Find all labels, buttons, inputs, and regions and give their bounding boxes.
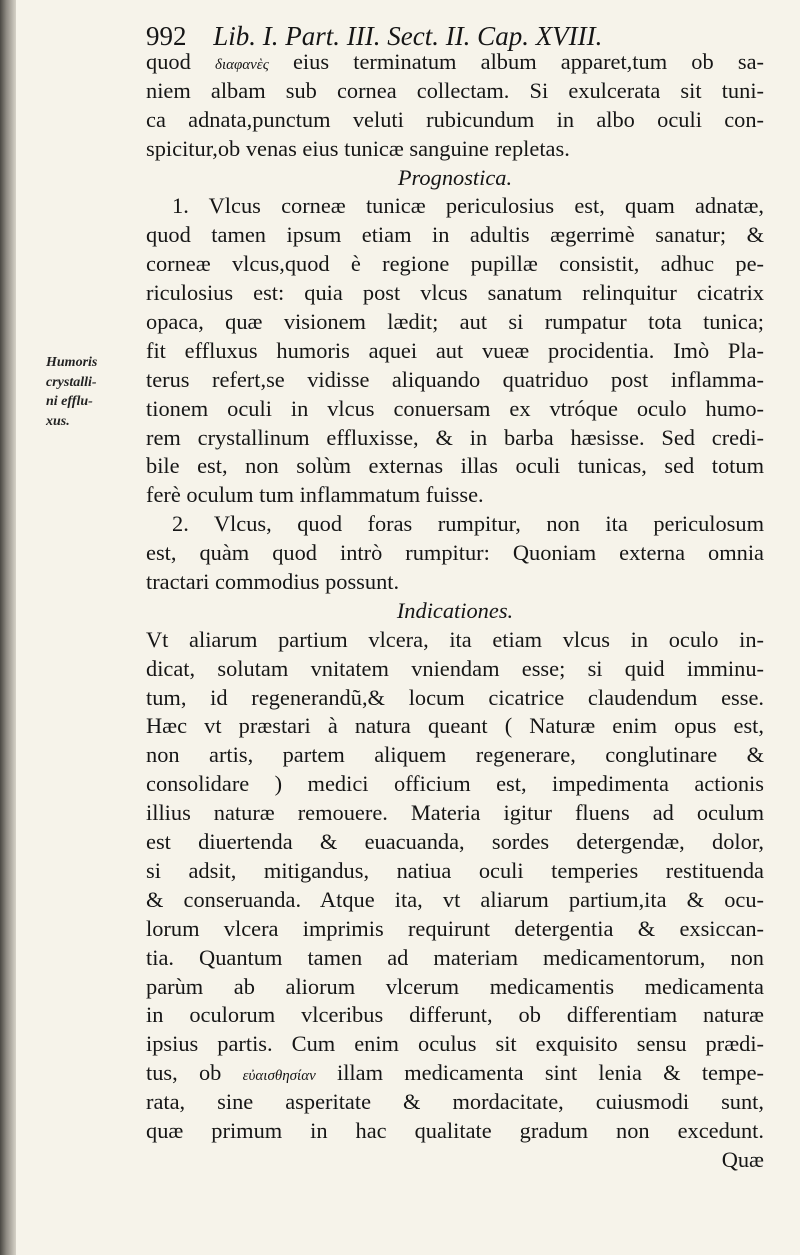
- text-line: ferè oculum tum inflammatum fuisse.: [146, 482, 484, 508]
- page-number: 992: [146, 21, 187, 51]
- marginal-note-line: Humoris: [46, 355, 98, 370]
- greek-word: διαφανὲς: [214, 57, 269, 73]
- text-line: est, quàm quod intrò rumpitur: Quoniam externa omnia: [146, 540, 764, 566]
- text-line: niem albam sub cornea collectam. Si exulcerata sit tuni-: [146, 77, 764, 103]
- text-line: rata, sine asperitate & mordacitate, cuiusmodi sunt,: [146, 1089, 764, 1115]
- running-title: Lib. I. Part. III. Sect. II. Cap. XVIII.: [213, 21, 603, 51]
- text-line: parùm ab aliorum vlcerum medicamentis medicamenta: [146, 973, 764, 999]
- marginal-note-line: xus.: [46, 413, 70, 429]
- text-line: quod διαφανὲς eius terminatum album apparet,tum ob sa-: [146, 49, 764, 74]
- text-line: tum, id regenerandũ,& locum cicatrice claudendum esse.: [146, 684, 764, 710]
- text-line: tia. Quantum tamen ad materiam medicamentorum, non: [146, 944, 764, 970]
- marginal-note-line: crystalli-: [46, 374, 97, 390]
- text-line: Vt aliarum partium vlcera, ita etiam vlcus in oculo in-: [146, 626, 764, 652]
- text-line: consolidare ) medici officium est, impedimenta actionis: [146, 771, 764, 797]
- text-line: si adsit, mitigandus, natiua oculi temperies restituenda: [146, 857, 764, 883]
- text-line: tus, ob εὐαισθησίαν illam medicamenta sint lenia & tempe-: [146, 1060, 764, 1086]
- text-line: est diuertenda & euacuanda, sordes detergendæ, dolor,: [146, 829, 764, 855]
- text-line: bile est, non solùm externas illas oculi tunicas, sed totum: [146, 453, 764, 479]
- catchword: Quæ: [721, 1146, 764, 1172]
- text-line: non artis, partem aliquem regenerare, conglutinare &: [146, 742, 764, 768]
- text-line: Hæc vt præstari à natura queant ( Naturæ enim opus est,: [146, 713, 764, 739]
- greek-word: εὐαισθησίαν: [242, 1068, 316, 1085]
- text-line: 2. Vlcus, quod foras rumpitur, non ita periculosum: [172, 511, 764, 537]
- marginal-note-line: ni efflu-: [46, 394, 93, 410]
- text-line: terus refert,se vidisse aliquando quatriduo post inflamma-: [146, 366, 764, 392]
- text-line: fit effluxus humoris aquei aut vueæ procidentia. Imò Pla-: [146, 337, 764, 363]
- text-line: ca adnata,punctum veluti rubicundum in albo oculi con-: [146, 106, 764, 132]
- text-line: & conseruanda. Atque ita, vt aliarum partium,ita & ocu-: [146, 886, 764, 912]
- text-line: 1. Vlcus corneæ tunicæ periculosius est, quam adnatæ,: [172, 193, 764, 219]
- body-text: [146, 48, 764, 1175]
- text-line: ipsius partis. Cum enim oculus sit exquisito sensu prædi-: [146, 1031, 764, 1057]
- text-line: quod tamen ipsum etiam in adultis ægerrimè sanatur; &: [146, 222, 764, 248]
- text-line: quæ primum in hac qualitate gradum non excedunt.: [146, 1117, 764, 1143]
- binding-gutter: [0, 0, 16, 1255]
- text-line: riculosius est: quia post vlcus sanatum relinquitur cicatrix: [146, 280, 764, 306]
- text-line: spicitur,ob venas eius tunicæ sanguine repletas.: [146, 135, 570, 161]
- marginal-note: [46, 353, 142, 431]
- text-line: in oculorum vlceribus differunt, ob differentiam naturæ: [146, 1002, 764, 1028]
- text-line: tionem oculi in vlcus conuersam ex vtróque oculo humo-: [146, 395, 764, 421]
- text-line: tractari commodius possunt.: [146, 569, 400, 595]
- text-line: opaca, quæ visionem lædit; aut si rumpatur tota tunica;: [146, 309, 764, 335]
- text-line: rem crystallinum effluxisse, & in barba hæsisse. Sed credi-: [146, 424, 764, 450]
- text-line: lorum vlcera imprimis requirunt detergentia & exsiccan-: [146, 915, 764, 941]
- text-line: dicat, solutam vnitatem vniendam esse; si quid imminu-: [146, 655, 764, 681]
- text-line: corneæ vlcus,quod è regione pupillæ consistit, adhuc pe-: [146, 251, 764, 277]
- section-heading: Prognostica.: [397, 164, 513, 190]
- text-line: illius naturæ remouere. Materia igitur fluens ad oculum: [146, 800, 764, 826]
- section-heading: Indicationes.: [396, 597, 514, 623]
